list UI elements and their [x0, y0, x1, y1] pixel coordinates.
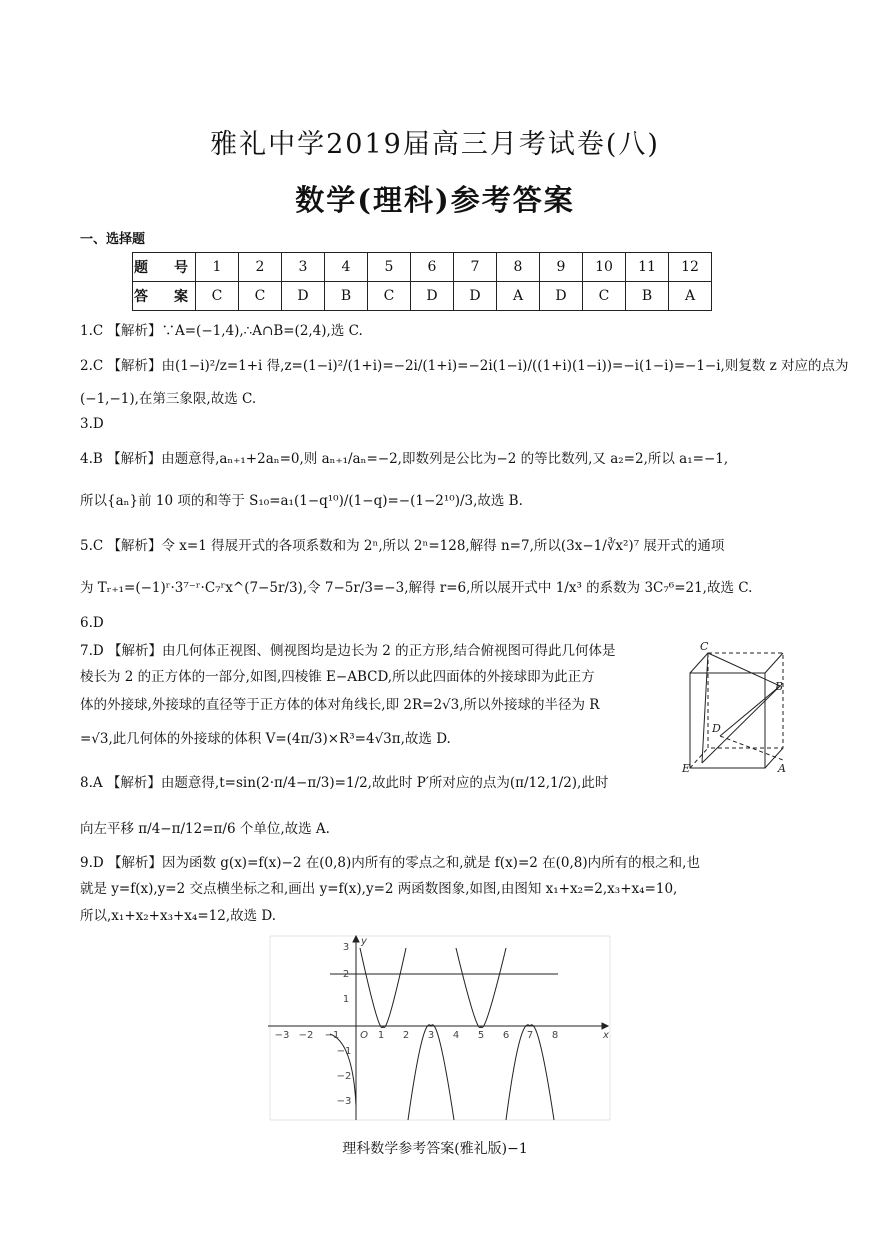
table-cell: D [411, 282, 454, 311]
table-cell: D [282, 282, 325, 311]
x-tick: 2 [402, 1030, 410, 1041]
x-tick: −1 [324, 1030, 340, 1041]
y-tick: 2 [342, 969, 350, 980]
y-tick: −3 [336, 1096, 352, 1107]
edge-cb [708, 653, 780, 686]
table-cell: C [239, 282, 282, 311]
table-cell: B [325, 282, 368, 311]
page-subtitle: 数学(理科)参考答案 [295, 183, 575, 217]
answer-table-row-numbers [133, 253, 712, 282]
row-label: 题 号 [133, 253, 196, 282]
cube-label-b: B [775, 680, 784, 693]
solution-4-line1: 4.B 【解析】由题意得,aₙ₊₁+2aₙ=0,则 aₙ₊₁/aₙ=−2,即数列是公比为−2 的等比数列,又 a₂=2,所以 a₁=−1, [80, 451, 729, 467]
table-cell: 8 [497, 253, 540, 282]
solution-7-line4: =√3,此几何体的外接球的体积 V=(4π/3)×R³=4√3π,故选 D. [80, 731, 451, 747]
x-tick: 6 [502, 1030, 510, 1041]
curve-2 [456, 948, 506, 1028]
table-cell: 7 [454, 253, 497, 282]
solution-9-line2: 就是 y=f(x),y=2 交点横坐标之和,画出 y=f(x),y=2 两函数图象,如图,由图知 x₁+x₂=2,x₃+x₄=10, [80, 881, 678, 897]
table-cell: D [454, 282, 497, 311]
cube-front-face [690, 673, 765, 768]
table-cell: 9 [540, 253, 583, 282]
cube-figure [680, 638, 790, 778]
solution-4-line2: 所以{aₙ}前 10 项的和等于 S₁₀=a₁(1−q¹⁰)/(1−q)=−(1−2¹⁰)/3,故选 B. [80, 493, 523, 509]
cube-label-d: D [712, 722, 721, 735]
x-tick: −3 [274, 1030, 290, 1041]
x-tick: 1 [377, 1030, 385, 1041]
function-graph [268, 934, 618, 1124]
solution-1: 1.C 【解析】∵A=(−1,4),∴A∩B=(2,4),选 C. [80, 323, 363, 339]
solution-2-line1: 2.C 【解析】由(1−i)²/z=1+i 得,z=(1−i)²/(1+i)=−2i/(1+i)=−2i(1−i)/((1+i)(1−i))=−i(1−i)=−1−i,则复数 z 对应的点为 [80, 358, 849, 374]
solution-5-line1: 5.C 【解析】令 x=1 得展开式的各项系数和为 2ⁿ,所以 2ⁿ=128,解得 n=7,所以(3x−1/∛x²)⁷ 展开式的通项 [80, 538, 725, 554]
x-axis-label: x [603, 1030, 609, 1041]
table-cell: 2 [239, 253, 282, 282]
x-tick: 7 [526, 1030, 534, 1041]
solution-6: 6.D [80, 615, 104, 631]
solution-2-line2: (−1,−1),在第三象限,故选 C. [80, 391, 257, 407]
x-tick: 5 [477, 1030, 485, 1041]
x-tick: 3 [427, 1030, 435, 1041]
table-cell: C [368, 282, 411, 311]
solution-9-line3: 所以,x₁+x₂+x₃+x₄=12,故选 D. [80, 908, 277, 924]
y-tick: −2 [336, 1071, 352, 1082]
table-cell: C [196, 282, 239, 311]
curve-1 [360, 948, 406, 1028]
edge-ce [702, 653, 708, 763]
table-cell: 1 [196, 253, 239, 282]
y-tick: 1 [342, 994, 350, 1005]
solution-7-line3: 体的外接球,外接球的直径等于正方体的体对角线长,即 2R=2√3,所以外接球的半径为 R [80, 697, 600, 713]
page-footer: 理科数学参考答案(雅礼版)−1 [342, 1141, 528, 1157]
table-cell: A [669, 282, 712, 311]
answer-table-row-answers [133, 282, 712, 311]
x-tick: −2 [298, 1030, 314, 1041]
table-cell: 10 [583, 253, 626, 282]
row-label: 答 案 [133, 282, 196, 311]
table-cell: C [583, 282, 626, 311]
table-cell: 6 [411, 253, 454, 282]
cube-label-c: C [700, 640, 709, 653]
origin-label: O [360, 1030, 368, 1041]
solution-7-line1: 7.D 【解析】由几何体正视图、侧视图均是边长为 2 的正方形,结合俯视图可得此几何体是 [80, 643, 616, 659]
y-tick: 3 [342, 942, 350, 953]
table-cell: A [497, 282, 540, 311]
solution-5-line2: 为 Tᵣ₊₁=(−1)ʳ·3⁷⁻ʳ·C₇ʳx^(7−5r/3),令 7−5r/3=−3,解得 r=6,所以展开式中 1/x³ 的系数为 3C₇⁶=21,故选 C. [80, 580, 753, 596]
table-cell: B [626, 282, 669, 311]
x-tick: 4 [452, 1030, 460, 1041]
table-cell: 3 [282, 253, 325, 282]
table-cell: D [540, 282, 583, 311]
section-heading: 一、选择题 [80, 232, 146, 247]
solution-3: 3.D [80, 416, 104, 432]
solution-7-line2: 棱长为 2 的正方体的一部分,如图,四棱锥 E−ABCD,所以此四面体的外接球即为此正方 [80, 669, 595, 685]
y-tick: −1 [336, 1046, 352, 1057]
solution-8-line1: 8.A 【解析】由题意得,t=sin(2·π/4−π/3)=1/2,故此时 P′所对应的点为(π/12,1/2),此时 [80, 775, 609, 791]
cube-label-e: E [682, 762, 691, 775]
cube-label-a: A [778, 762, 786, 775]
table-cell: 12 [669, 253, 712, 282]
solution-8-line2: 向左平移 π/4−π/12=π/6 个单位,故选 A. [80, 821, 330, 837]
answer-table [132, 252, 712, 311]
table-cell: 4 [325, 253, 368, 282]
y-axis-label: y [361, 936, 367, 947]
page-title: 雅礼中学2019届高三月考试卷(八) [210, 129, 660, 160]
solution-9-line1: 9.D 【解析】因为函数 g(x)=f(x)−2 在(0,8)内所有的零点之和,就是 f(x)=2 在(0,8)内所有的根之和,也 [80, 855, 700, 871]
table-cell: 5 [368, 253, 411, 282]
x-tick: 8 [551, 1030, 559, 1041]
table-cell: 11 [626, 253, 669, 282]
